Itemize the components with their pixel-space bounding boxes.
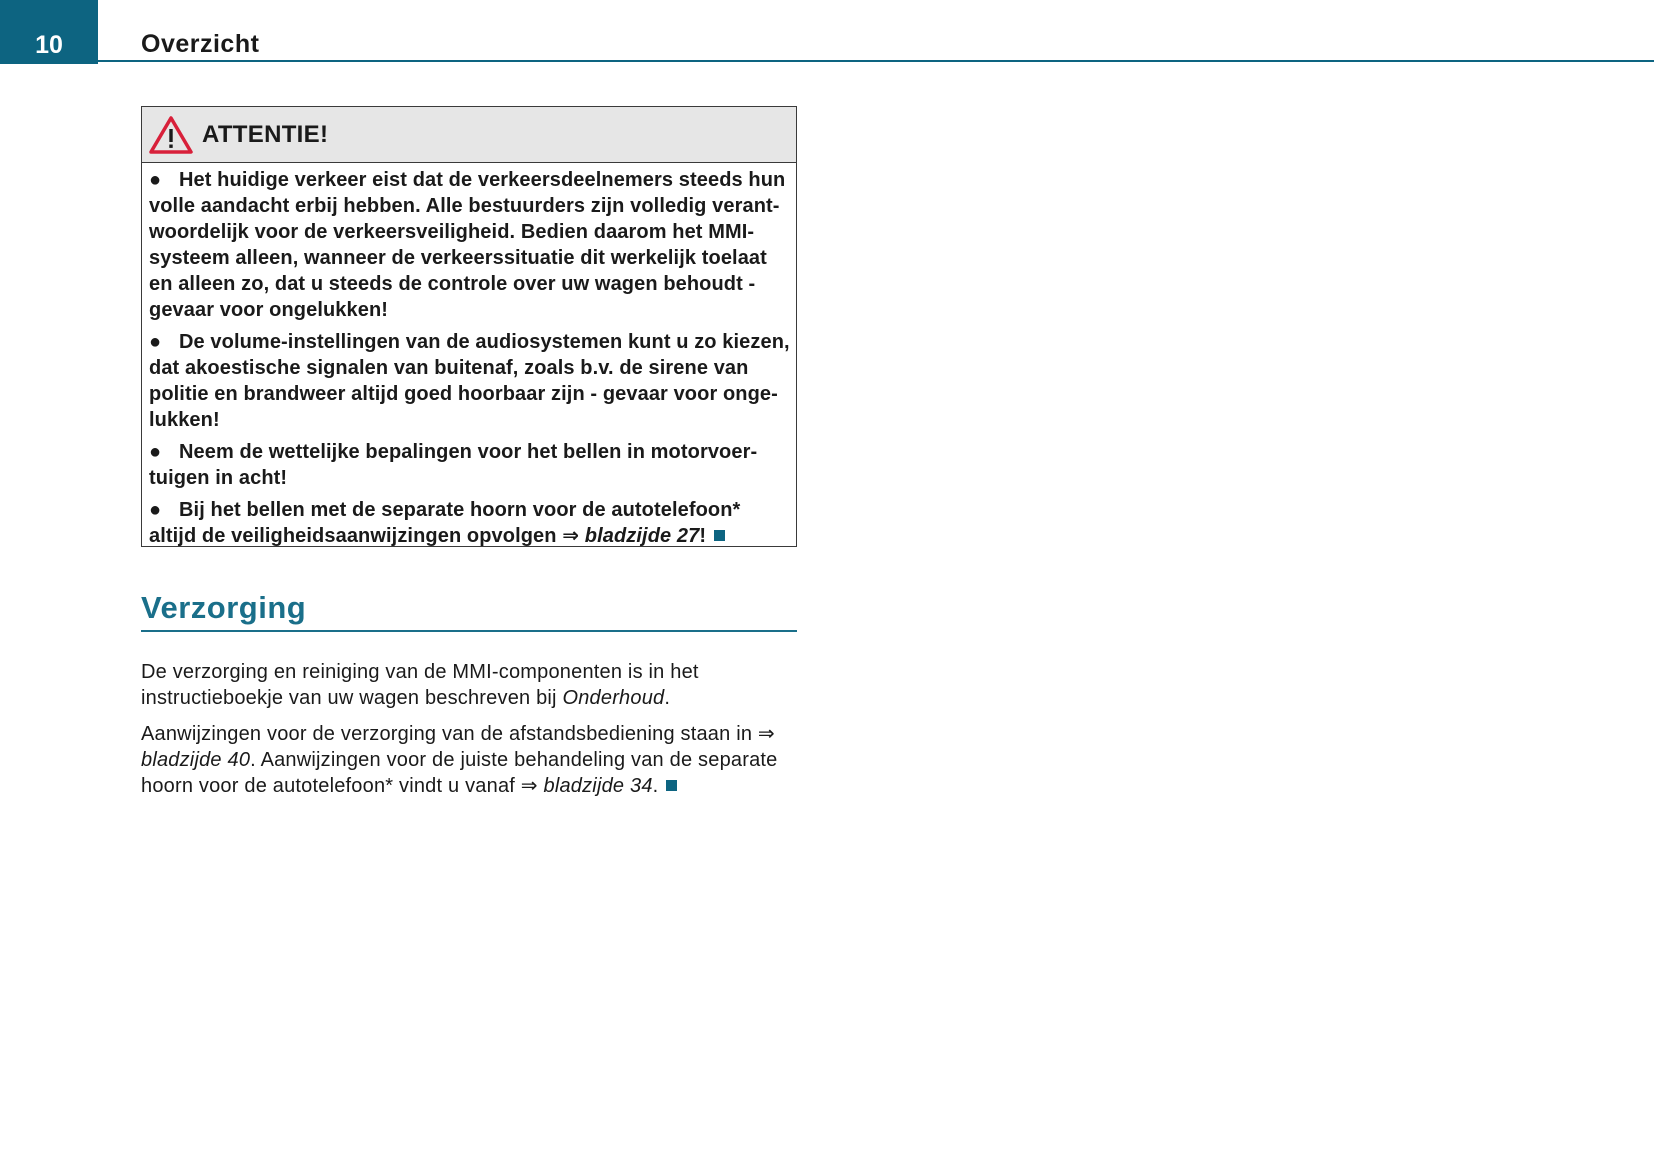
- section-rule: [141, 630, 797, 632]
- section-heading: Verzorging: [141, 590, 307, 625]
- paragraph: [141, 659, 801, 711]
- page-reference-link[interactable]: bladzijde 27: [584, 525, 700, 547]
- bullet-icon: ●: [149, 441, 162, 463]
- paragraph-text: Aanwijzingen voor de verzorging van de afstandsbediening staan in ⇒: [141, 723, 775, 745]
- warning-item-text-end: !: [699, 525, 707, 547]
- warning-item-text: De volume-instellingen van de audiosystemen kunt u zo kiezen, dat akoestische signalen van buitenaf, zoals b.v. de sirene van politie en brandweer altijd goed hoorbaar zijn - gevaar voor onge-lukken!: [149, 331, 790, 431]
- warning-box: [141, 106, 797, 547]
- warning-item: [149, 329, 790, 433]
- warning-title: ATTENTIE!: [202, 120, 329, 148]
- paragraph-text-end: .: [664, 687, 671, 709]
- chapter-title: Overzicht: [141, 30, 260, 58]
- italic-term: Onderhoud: [562, 687, 665, 709]
- bullet-icon: ●: [149, 331, 162, 353]
- warning-body: [142, 163, 796, 549]
- page-reference-link[interactable]: bladzijde 40: [141, 749, 251, 771]
- paragraph-text: De verzorging en reiniging van de MMI-componenten is in het instructieboekje van uw wagen beschreven bij: [141, 661, 699, 709]
- warning-item-text: Neem de wettelijke bepalingen voor het bellen in motorvoer-tuigen in acht!: [149, 441, 758, 489]
- paragraph-text-end: .: [652, 775, 659, 797]
- warning-item: [149, 439, 790, 491]
- warning-item: [149, 167, 790, 323]
- bullet-icon: ●: [149, 169, 162, 191]
- end-square-icon: [714, 530, 725, 541]
- warning-item-text: Bij het bellen met de separate hoorn voor de autotelefoon* altijd de veiligheidsaanwijzingen opvolgen ⇒: [149, 499, 741, 547]
- page-number: 10: [0, 0, 98, 64]
- page-reference-link[interactable]: ⇒ bladzijde 34: [520, 775, 653, 797]
- warning-item: [149, 497, 790, 549]
- warning-item-text: Het huidige verkeer eist dat de verkeersdeelnemers steeds hun volle aandacht erbij hebben. Alle bestuurders zijn volledig verant-woordelijk voor de verkeersveiligheid. Bedien daarom het MMI-systeem alleen, wanneer de verkeerssituatie dit werkelijk toelaat en alleen zo, dat u steeds de controle over uw wagen behoudt - gevaar voor ongelukken!: [149, 169, 786, 321]
- bullet-icon: ●: [149, 499, 162, 521]
- paragraph-text: . Aanwijzingen voor de juiste behandeling van de separate hoorn voor de autotelefoon* vindt u vanaf: [141, 749, 778, 797]
- paragraph: [141, 721, 801, 799]
- header-rule: [98, 60, 1654, 62]
- warning-header: [142, 107, 796, 163]
- end-square-icon: [666, 780, 677, 791]
- warning-triangle-icon: [148, 115, 194, 155]
